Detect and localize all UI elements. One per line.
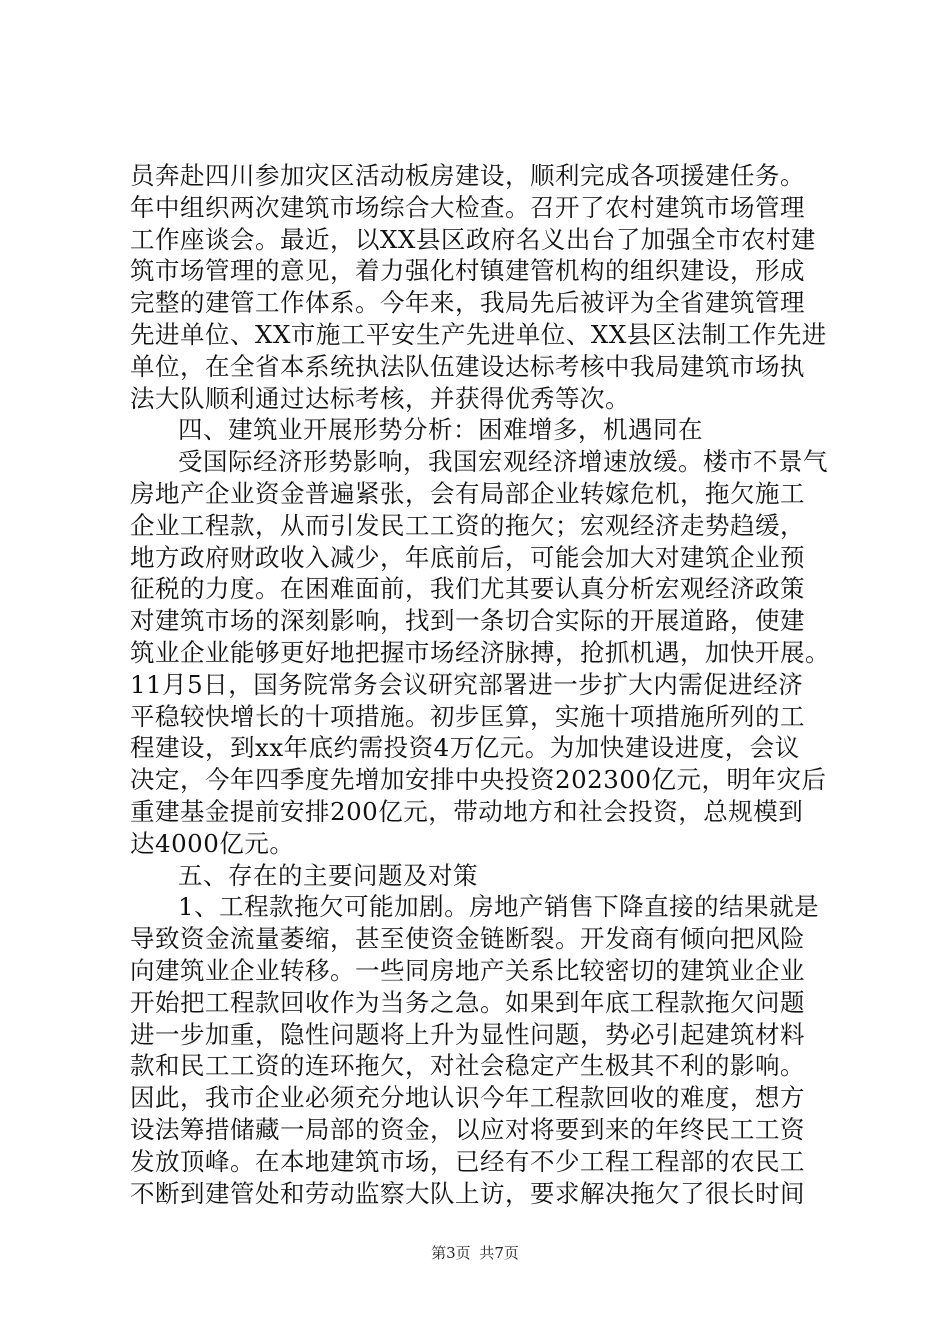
section-heading: 五、存在的主要问题及对策 bbox=[178, 860, 478, 890]
text-line: 11月5日，国务院常务会议研究部署进一步扩大内需促进经济 bbox=[130, 669, 804, 699]
text-line: 先进单位、XX市施工平安生产先进单位、XX县区法制工作先进 bbox=[130, 320, 827, 349]
text-line: 筑业企业能够更好地把握市场经济脉搏，抢抓机遇，加快开展。 bbox=[130, 638, 830, 667]
text-line: 1、工程款拖欠可能加剧。房地产销售下降直接的结果就是 bbox=[178, 892, 820, 922]
text-line: 完整的建管工作体系。今年来，我局先后被评为全省建筑管理 bbox=[130, 288, 805, 318]
text-line: 因此，我市企业必须充分地认识今年工程款回收的难度，想方 bbox=[130, 1083, 805, 1113]
text-line: 年中组织两次建筑市场综合大检查。召开了农村建筑市场管理 bbox=[130, 192, 805, 222]
text-line: 进一步加重，隐性问题将上升为显性问题，势必引起建筑材料 bbox=[130, 1019, 805, 1049]
text-line: 设法筹措储藏一局部的资金，以应对将要到来的年终民工工资 bbox=[130, 1115, 805, 1144]
text-line: 发放顶峰。在本地建筑市场，已经有不少工程工程部的农民工 bbox=[130, 1146, 805, 1176]
text-line: 不断到建管处和劳动监察大队上访，要求解决拖欠了很长时间 bbox=[130, 1178, 805, 1208]
text-line: 受国际经济形势影响，我国宏观经济增速放缓。楼市不景气 bbox=[178, 447, 828, 477]
text-line: 平稳较快增长的十项措施。初步匡算，实施十项措施所列的工 bbox=[130, 701, 805, 731]
text-line: 员奔赴四川参加灾区活动板房建设，顺利完成各项援建任务。 bbox=[130, 161, 805, 190]
page-number: 第3页 bbox=[431, 1244, 471, 1262]
text-line: 导致资金流量萎缩，甚至使资金链断裂。开发商有倾向把风险 bbox=[130, 924, 805, 954]
text-line: 征税的力度。在困难面前，我们尤其要认真分析宏观经济政策 bbox=[130, 574, 805, 604]
text-line: 向建筑业企业转移。一些同房地产关系比较密切的建筑业企业 bbox=[130, 956, 805, 985]
text-line: 房地产企业资金普遍紧张，会有局部企业转嫁危机，拖欠施工 bbox=[130, 479, 805, 508]
text-line: 单位，在全省本系统执法队伍建设达标考核中我局建筑市场执 bbox=[130, 351, 805, 381]
text-line: 地方政府财政收入减少，年底前后，可能会加大对建筑企业预 bbox=[130, 542, 805, 572]
text-line: 重建基金提前安排200亿元，带动地方和社会投资，总规模到 bbox=[130, 797, 804, 826]
page-total: 共7页 bbox=[479, 1244, 519, 1262]
text-line: 企业工程款，从而引发民工工资的拖欠；宏观经济走势趋缓， bbox=[130, 510, 805, 540]
text-line: 决定，今年四季度先增加安排中央投资202300亿元，明年灾后 bbox=[130, 765, 827, 795]
text-line: 法大队顺利通过达标考核，并获得优秀等次。 bbox=[130, 383, 630, 413]
text-line: 款和民工工资的连环拖欠，对社会稳定产生极其不利的影响。 bbox=[130, 1051, 805, 1081]
text-line: 程建设，到xx年底约需投资4万亿元。为加快建设进度，会议 bbox=[130, 733, 800, 763]
text-line: 对建筑市场的深刻影响，找到一条切合实际的开展道路，使建 bbox=[130, 606, 805, 636]
page-footer bbox=[0, 1243, 950, 1263]
text-line: 达4000亿元。 bbox=[130, 828, 295, 858]
text-line: 开始把工程款回收作为当务之急。如果到年底工程款拖欠问题 bbox=[130, 987, 805, 1017]
section-heading: 四、建筑业开展形势分析：困难增多，机遇同在 bbox=[178, 415, 703, 445]
text-line: 工作座谈会。最近，以XX县区政府名义出台了加强全市农村建 bbox=[130, 224, 816, 254]
text-line: 筑市场管理的意见，着力强化村镇建管机构的组织建设，形成 bbox=[130, 256, 805, 286]
